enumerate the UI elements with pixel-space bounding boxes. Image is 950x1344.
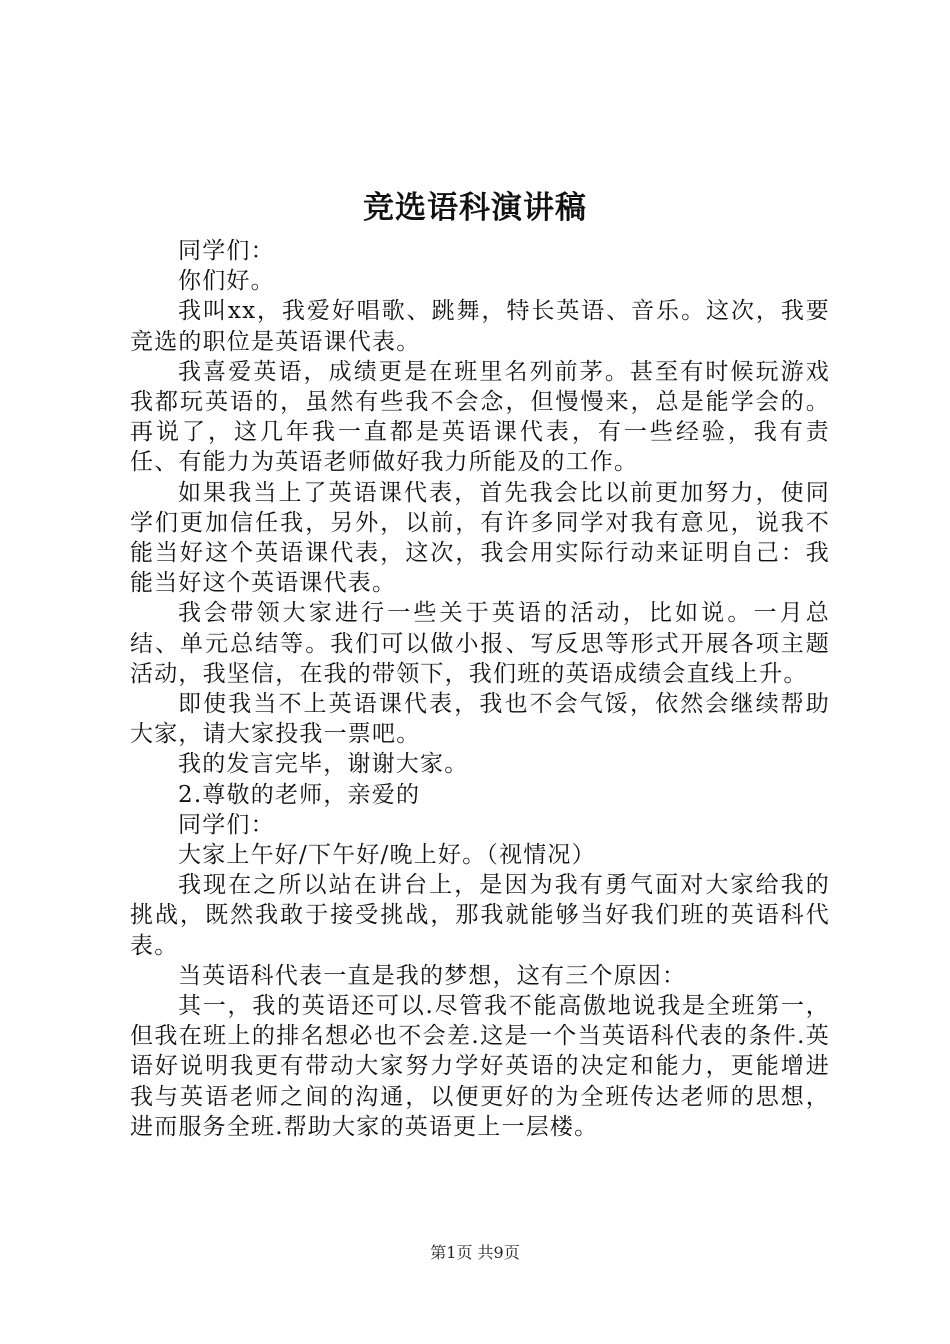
- paragraph-speech2-dream: 当英语科代表一直是我的梦想，这有三个原因：: [178, 962, 687, 989]
- paragraph-speech2-challenge: 我现在之所以站在讲台上，是因为我有勇气面对大家给我的挑战，既然我敢于接受挑战，那我就能够当好我们班的英语科代表。: [130, 872, 830, 959]
- paragraph-speech2-greeting: 同学们：: [178, 811, 275, 838]
- document-body: [130, 236, 830, 1142]
- paragraph-activities: 我会带领大家进行一些关于英语的活动，比如说。一月总结、单元总结等。我们可以做小报、写反思等形式开展各项主题活动，我坚信，在我的带领下，我们班的英语成绩会直线上升。: [130, 600, 830, 687]
- paragraph-intro: 我叫xx，我爱好唱歌、跳舞，特长英语、音乐。这次，我要竞选的职位是英语课代表。: [130, 298, 830, 355]
- paragraph-speech2-heading: 2.尊敬的老师，亲爱的: [178, 781, 421, 808]
- paragraph-plan: 如果我当上了英语课代表，首先我会比以前更加努力，使同学们更加信任我，另外，以前，有许多同学对我有意见，说我不能当好这个英语课代表，这次，我会用实际行动来证明自己：我能当好这个英语课代表。: [130, 479, 830, 597]
- paragraph-closing: 我的发言完毕，谢谢大家。: [178, 751, 469, 778]
- paragraph-greeting: 同学们：: [178, 238, 275, 264]
- paragraph-speech2-reason-one: 其一，我的英语还可以.尽管我不能高傲地说我是全班第一，但我在班上的排名想必也不会差.这是一个当英语科代表的条件.英语好说明我更有带动大家努力学好英语的决定和能力，更能增进我与英语老师之间的沟通，以便更好的为全班传达老师的思想，进而服务全班.帮助大家的英语更上一层楼。: [130, 993, 830, 1140]
- paragraph-hello: 你们好。: [178, 268, 275, 295]
- paragraph-love-english: 我喜爱英语，成绩更是在班里名列前茅。甚至有时候玩游戏我都玩英语的，虽然有些我不会念，但慢慢来，总是能学会的。再说了，这几年我一直都是英语课代表，有一些经验，我有责任、有能力为英语老师做好我力所能及的工作。: [130, 358, 830, 476]
- page-footer: 第1页 共9页: [430, 1243, 520, 1262]
- paragraph-vote: 即使我当不上英语课代表，我也不会气馁，依然会继续帮助大家，请大家投我一票吧。: [130, 691, 830, 748]
- document-title: 竞选语科演讲稿: [363, 190, 587, 226]
- paragraph-speech2-hello: 大家上午好/下午好/晚上好。（视情况）: [178, 842, 596, 869]
